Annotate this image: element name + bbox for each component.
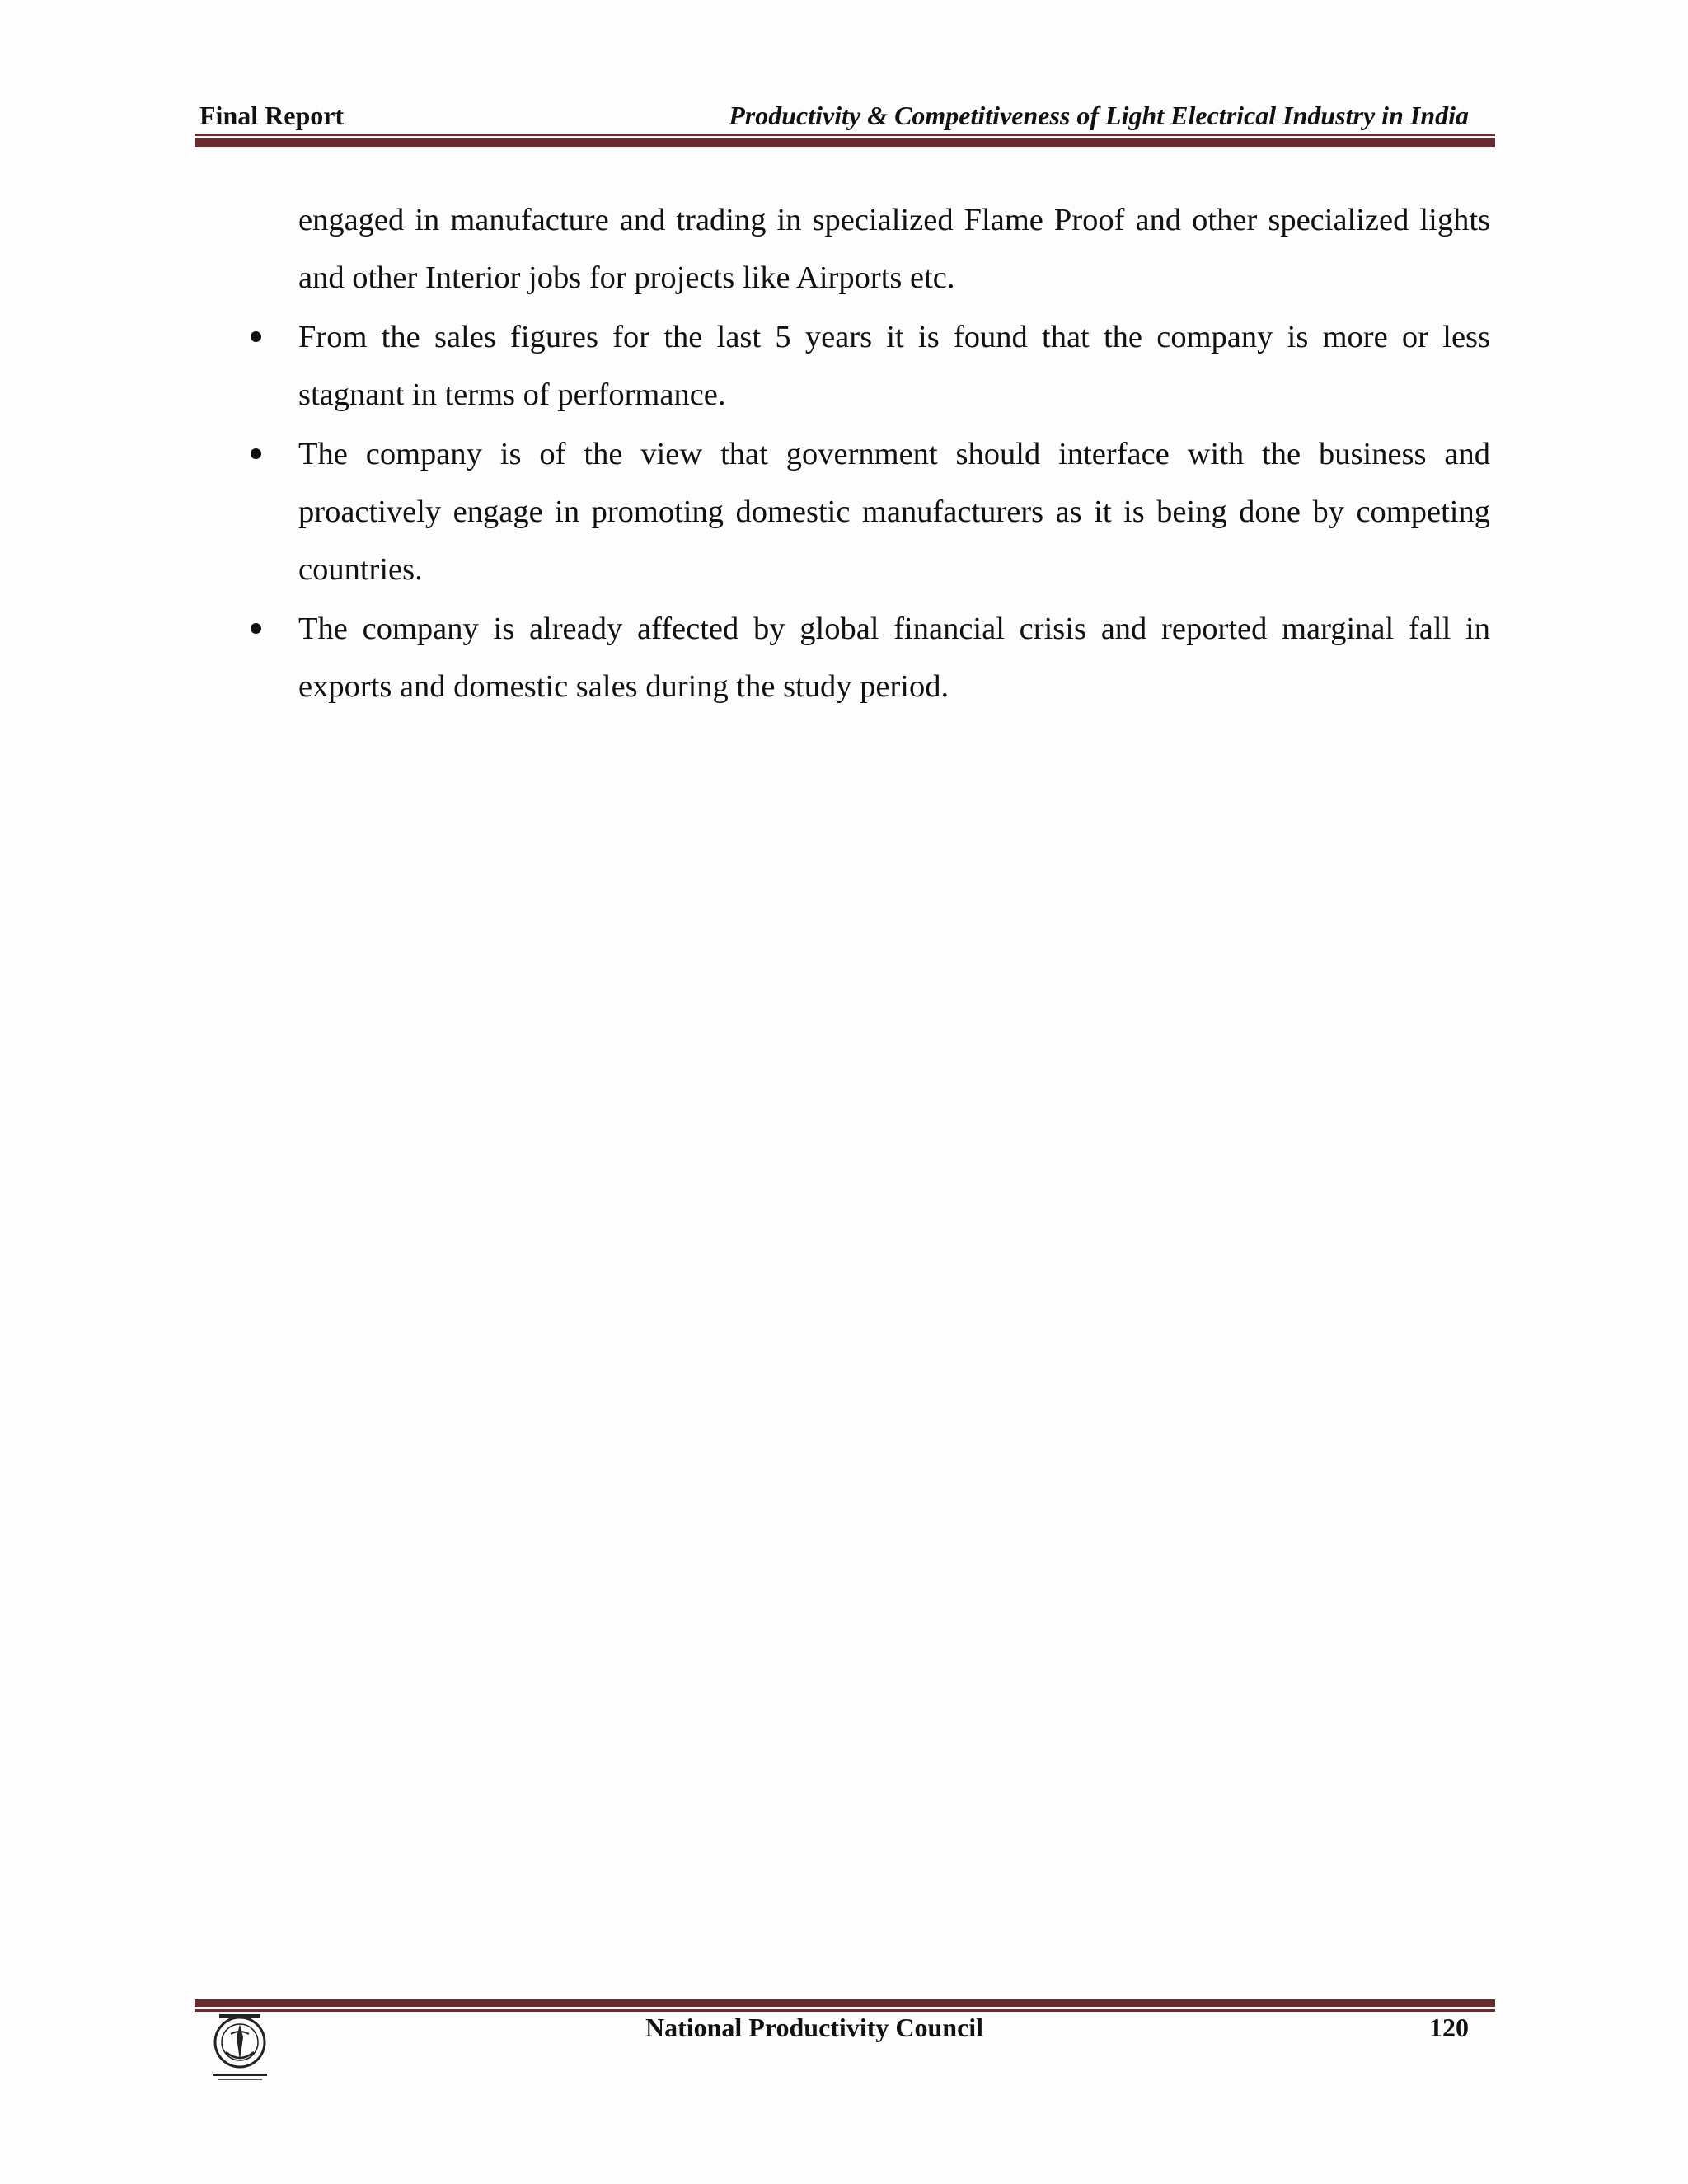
bullet-icon [251, 623, 261, 634]
footer-rule-thin [195, 2009, 1495, 2012]
header-document-title: Productivity & Competitiveness of Light Electrical Industry in India [729, 101, 1469, 130]
bullet-text: From the sales figures for the last 5 years it is found that the company is more or less stagnant in terms of performance. [298, 320, 1490, 412]
bullet-item [298, 600, 1490, 715]
bullet-icon [251, 448, 261, 459]
footer-organization-label: National Productivity Council [645, 2013, 984, 2042]
header-rule-thick [195, 138, 1495, 147]
footer-rule-thick [195, 1999, 1495, 2007]
bullet-icon [251, 331, 261, 342]
page-body [298, 191, 1490, 715]
bullet-text: The company is already affected by global financial crisis and reported marginal fall in exports and domestic sales during the study period. [298, 612, 1490, 704]
bullet-text: The company is of the view that government should interface with the business and proactively engage in promoting domestic manufacturers as it is being done by competing countries. [298, 437, 1490, 587]
continuation-paragraph: engaged in manufacture and trading in specialized Flame Proof and other specialized lights and other Interior jobs for projects like Airports etc. [298, 203, 1490, 295]
page-header [198, 97, 1493, 138]
bullet-item [298, 308, 1490, 424]
bullet-item [298, 425, 1490, 598]
header-report-label: Final Report [199, 101, 345, 130]
header-rule-thin [195, 134, 1495, 136]
page-number: 120 [1429, 2013, 1469, 2042]
